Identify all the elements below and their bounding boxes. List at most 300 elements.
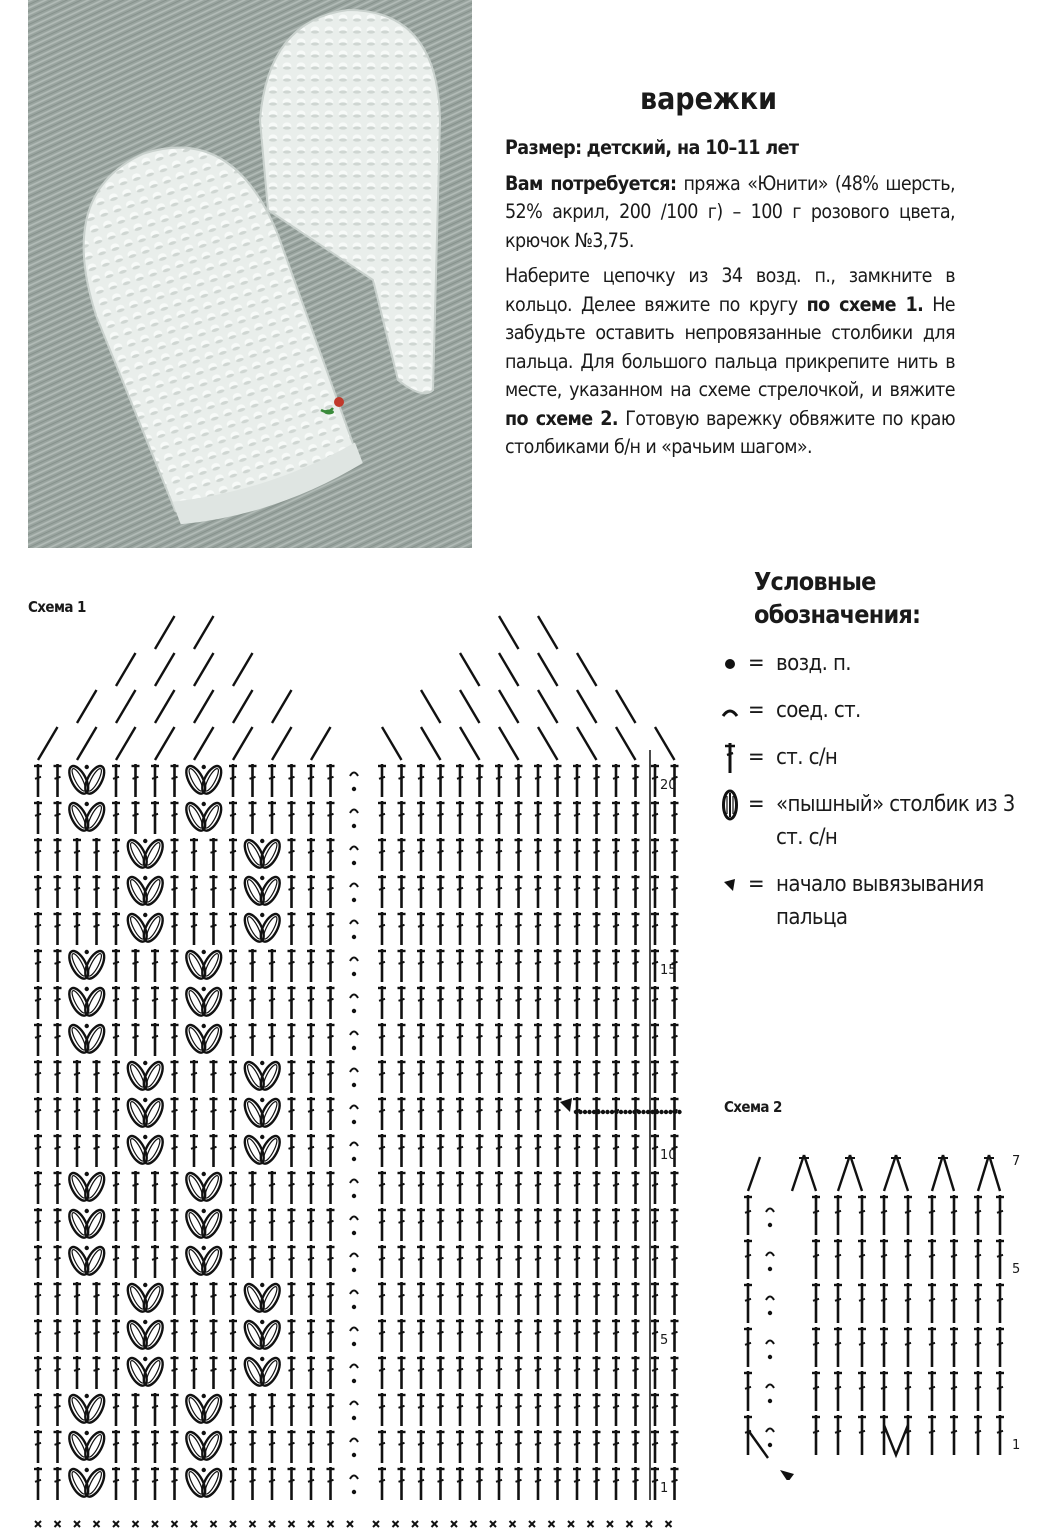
double-crochet-stitch xyxy=(651,801,659,834)
double-crochet-stitch xyxy=(437,801,445,834)
decrease-stitch xyxy=(194,690,214,723)
double-crochet-stitch xyxy=(54,1393,62,1426)
puff-stitch-pair xyxy=(65,948,108,981)
double-crochet-stitch xyxy=(229,1097,237,1130)
double-crochet-stitch xyxy=(904,1283,912,1323)
puff-stitch-pair xyxy=(182,1244,225,1277)
slip-stitch-arc xyxy=(766,1209,774,1213)
slip-stitch-arc xyxy=(350,1365,358,1369)
double-crochet-stitch xyxy=(249,1430,257,1463)
double-crochet-stitch xyxy=(495,1393,503,1426)
schema-2-diagram xyxy=(730,1140,1030,1480)
double-crochet-stitch xyxy=(398,1245,406,1278)
double-crochet-stitch xyxy=(417,1430,425,1463)
double-crochet-stitch xyxy=(54,949,62,982)
single-crochet-x xyxy=(191,1521,197,1527)
double-crochet-stitch xyxy=(437,1134,445,1167)
slip-stitch-arc-icon xyxy=(712,694,748,727)
double-crochet-stitch xyxy=(593,1467,601,1500)
double-crochet-stitch xyxy=(112,1097,120,1130)
puff-stitch-pair xyxy=(65,1022,108,1055)
double-crochet-stitch xyxy=(632,949,640,982)
double-crochet-stitch xyxy=(534,764,542,797)
double-crochet-stitch xyxy=(171,1023,179,1056)
double-crochet-stitch xyxy=(515,1467,523,1500)
double-crochet-stitch xyxy=(495,949,503,982)
double-crochet-stitch xyxy=(378,912,386,945)
double-crochet-stitch xyxy=(573,1319,581,1352)
double-crochet-stitch xyxy=(495,1430,503,1463)
double-crochet-stitch xyxy=(288,875,296,908)
chain-stitch-dot xyxy=(352,1046,356,1050)
double-crochet-stitch xyxy=(632,764,640,797)
double-crochet-stitch xyxy=(515,986,523,1019)
double-crochet-stitch xyxy=(632,875,640,908)
double-crochet-stitch xyxy=(554,1023,562,1056)
double-crochet-stitch xyxy=(112,1245,120,1278)
chain-stitch-dot xyxy=(668,1110,672,1114)
double-crochet-stitch xyxy=(573,801,581,834)
double-crochet-stitch xyxy=(534,838,542,871)
puff-stitch-pair xyxy=(65,763,108,796)
double-crochet-stitch xyxy=(112,875,120,908)
double-crochet-stitch xyxy=(632,1282,640,1315)
decrease-stitch xyxy=(155,690,175,723)
double-crochet-stitch xyxy=(398,764,406,797)
double-crochet-stitch xyxy=(112,1467,120,1500)
increase-stitch xyxy=(884,1425,908,1455)
chain-stitch-dot xyxy=(352,824,356,828)
double-crochet-stitch xyxy=(744,1327,752,1367)
double-crochet-stitch xyxy=(398,1134,406,1167)
legend-equals: = xyxy=(748,872,764,897)
double-crochet-stitch xyxy=(573,1134,581,1167)
double-crochet-stitch xyxy=(651,875,659,908)
chain-stitch-dot xyxy=(601,1110,605,1114)
double-crochet-stitch xyxy=(437,986,445,1019)
thumb-start-arrow xyxy=(780,1470,794,1480)
decrease-stitch xyxy=(932,1155,943,1191)
double-crochet-stitch xyxy=(73,1319,81,1352)
double-crochet-stitch xyxy=(112,1356,120,1389)
double-crochet-stitch xyxy=(132,801,140,834)
double-crochet-stitch xyxy=(671,1393,679,1426)
double-crochet-stitch xyxy=(54,1467,62,1500)
double-crochet-stitch xyxy=(495,875,503,908)
double-crochet-stitch xyxy=(495,1134,503,1167)
double-crochet-stitch xyxy=(54,1319,62,1352)
double-crochet-stitch xyxy=(210,1356,218,1389)
double-crochet-stitch xyxy=(229,1356,237,1389)
size-line xyxy=(505,134,955,163)
legend-equals: = xyxy=(748,792,764,817)
double-crochet-stitch xyxy=(573,1060,581,1093)
double-crochet-stitch xyxy=(288,1319,296,1352)
double-crochet-stitch xyxy=(593,1356,601,1389)
double-crochet-stitch xyxy=(288,1356,296,1389)
double-crochet-stitch xyxy=(554,1393,562,1426)
double-crochet-stitch xyxy=(928,1327,936,1367)
decrease-stitch xyxy=(499,690,519,723)
single-crochet-x xyxy=(588,1521,594,1527)
decrease-stitch xyxy=(233,653,253,686)
double-crochet-stitch xyxy=(268,1208,276,1241)
single-crochet-x xyxy=(568,1521,574,1527)
double-crochet-stitch xyxy=(632,838,640,871)
double-crochet-stitch xyxy=(112,1208,120,1241)
double-crochet-stitch xyxy=(307,1393,315,1426)
decrease-stitch xyxy=(616,727,636,760)
double-crochet-stitch xyxy=(171,1245,179,1278)
double-crochet-stitch xyxy=(534,1467,542,1500)
double-crochet-stitch xyxy=(288,764,296,797)
decrease-stitch xyxy=(538,653,558,686)
materials-value: пряжа «Юнити» (48% шерсть, 52% акрил, 200 /100 г) – 100 г розового цвета, крючок №3,75. xyxy=(505,171,955,252)
single-crochet-x xyxy=(607,1521,613,1527)
double-crochet-stitch xyxy=(417,1171,425,1204)
double-crochet-stitch xyxy=(858,1195,866,1235)
double-crochet-stitch xyxy=(398,1467,406,1500)
double-crochet-stitch xyxy=(534,949,542,982)
legend-item xyxy=(712,741,1032,774)
double-crochet-stitch xyxy=(307,1430,315,1463)
double-crochet-stitch xyxy=(398,949,406,982)
double-crochet-stitch xyxy=(593,1430,601,1463)
double-crochet-stitch xyxy=(593,1023,601,1056)
double-crochet-stitch xyxy=(554,875,562,908)
chain-stitch-dot xyxy=(641,1110,645,1114)
double-crochet-stitch xyxy=(307,1097,315,1130)
double-crochet-stitch xyxy=(288,912,296,945)
single-crochet-x xyxy=(289,1521,295,1527)
double-crochet-stitch xyxy=(327,1245,335,1278)
slip-stitch-arc xyxy=(350,995,358,999)
double-crochet-stitch xyxy=(651,764,659,797)
single-crochet-x xyxy=(74,1521,80,1527)
double-crochet-stitch xyxy=(456,1430,464,1463)
double-crochet-stitch xyxy=(288,1245,296,1278)
double-crochet-stitch xyxy=(495,912,503,945)
double-crochet-stitch xyxy=(534,1319,542,1352)
double-crochet-stitch xyxy=(573,1171,581,1204)
double-crochet-stitch xyxy=(632,986,640,1019)
double-crochet-stitch xyxy=(112,1060,120,1093)
decrease-stitch xyxy=(460,690,480,723)
double-crochet-stitch xyxy=(880,1371,888,1411)
double-crochet-stitch xyxy=(904,1195,912,1235)
double-crochet-stitch xyxy=(54,1171,62,1204)
double-crochet-stitch xyxy=(651,1171,659,1204)
single-crochet-x xyxy=(666,1521,672,1527)
single-crochet-x xyxy=(230,1521,236,1527)
double-crochet-stitch xyxy=(378,1171,386,1204)
chain-stitch-dot xyxy=(673,1110,677,1114)
double-crochet-stitch xyxy=(593,1134,601,1167)
double-crochet-stitch xyxy=(417,1393,425,1426)
double-crochet-stitch xyxy=(398,1060,406,1093)
chain-stitch-dot xyxy=(352,1379,356,1383)
double-crochet-stitch xyxy=(456,1060,464,1093)
decrease-stitch xyxy=(616,690,636,723)
double-crochet-stitch xyxy=(112,1393,120,1426)
double-crochet-stitch xyxy=(612,1282,620,1315)
double-crochet-stitch xyxy=(437,1097,445,1130)
chain-stitch-dot xyxy=(768,1311,772,1315)
double-crochet-stitch xyxy=(554,1171,562,1204)
double-crochet-stitch xyxy=(73,1356,81,1389)
double-crochet-stitch xyxy=(515,1319,523,1352)
instructions-text-1: Наберите цепочку из 34 возд. п., замкните в кольцо. Делее вяжите по кругу xyxy=(505,264,955,316)
decrease-stitch xyxy=(538,616,558,649)
double-crochet-stitch xyxy=(132,1171,140,1204)
double-crochet-stitch xyxy=(268,764,276,797)
double-crochet-stitch xyxy=(812,1283,820,1323)
decrease-stitch xyxy=(978,1155,989,1191)
double-crochet-stitch xyxy=(288,1467,296,1500)
double-crochet-stitch xyxy=(307,1245,315,1278)
double-crochet-stitch xyxy=(554,1208,562,1241)
double-crochet-stitch xyxy=(112,912,120,945)
double-crochet-stitch xyxy=(554,949,562,982)
single-crochet-x xyxy=(55,1521,61,1527)
double-crochet-stitch xyxy=(171,875,179,908)
double-crochet-stitch xyxy=(132,1393,140,1426)
double-crochet-stitch xyxy=(307,875,315,908)
puff-stitch-pair xyxy=(241,1318,284,1351)
double-crochet-stitch xyxy=(34,1097,42,1130)
double-crochet-stitch xyxy=(398,1430,406,1463)
double-crochet-stitch xyxy=(54,764,62,797)
puff-stitch-pair xyxy=(65,1244,108,1277)
double-crochet-stitch xyxy=(834,1239,842,1279)
double-crochet-stitch xyxy=(132,986,140,1019)
decrease-stitch xyxy=(233,690,253,723)
chain-stitch-dot xyxy=(352,1453,356,1457)
double-crochet-stitch xyxy=(229,1393,237,1426)
double-crochet-stitch xyxy=(495,1282,503,1315)
puff-stitch-pair xyxy=(241,1133,284,1166)
double-crochet-stitch xyxy=(593,764,601,797)
chain-stitch-dot xyxy=(768,1399,772,1403)
double-crochet-stitch xyxy=(210,1060,218,1093)
decrease-stitch xyxy=(989,1155,1000,1191)
double-crochet-stitch xyxy=(327,875,335,908)
double-crochet-stitch xyxy=(612,1393,620,1426)
double-crochet-stitch xyxy=(612,1467,620,1500)
double-crochet-stitch xyxy=(171,1171,179,1204)
decrease-stitch xyxy=(838,1155,850,1191)
double-crochet-stitch xyxy=(112,986,120,1019)
double-crochet-stitch xyxy=(210,1134,218,1167)
double-crochet-stitch xyxy=(437,1208,445,1241)
double-crochet-stitch xyxy=(593,875,601,908)
double-crochet-stitch xyxy=(632,1356,640,1389)
double-crochet-stitch xyxy=(593,838,601,871)
double-crochet-stitch xyxy=(495,1097,503,1130)
double-crochet-stitch xyxy=(573,1023,581,1056)
double-crochet-stitch xyxy=(327,1356,335,1389)
double-crochet-stitch xyxy=(515,912,523,945)
double-crochet-stitch xyxy=(534,801,542,834)
chain-stitch-dot xyxy=(677,1110,681,1114)
double-crochet-stitch xyxy=(573,1245,581,1278)
double-crochet-stitch xyxy=(974,1195,982,1235)
double-crochet-stitch xyxy=(190,875,198,908)
chain-stitch-dot xyxy=(664,1110,668,1114)
double-crochet-stitch xyxy=(288,986,296,1019)
double-crochet-stitch xyxy=(651,1023,659,1056)
decrease-stitch xyxy=(155,727,175,760)
decrease-stitch xyxy=(538,727,558,760)
chain-stitch-dot xyxy=(592,1110,596,1114)
single-crochet-x xyxy=(133,1521,139,1527)
legend-text: «пышный» столбик из 3 ст. с/н xyxy=(776,792,1015,850)
double-crochet-stitch xyxy=(476,1097,484,1130)
double-crochet-stitch xyxy=(327,1467,335,1500)
double-crochet-stitch xyxy=(456,1171,464,1204)
double-crochet-stitch xyxy=(249,1171,257,1204)
double-crochet-stitch xyxy=(34,1171,42,1204)
double-crochet-stitch xyxy=(437,1319,445,1352)
double-crochet-stitch xyxy=(93,1356,101,1389)
double-crochet-stitch xyxy=(573,1393,581,1426)
double-crochet-stitch xyxy=(268,1467,276,1500)
legend-equals: = xyxy=(748,698,764,723)
double-crochet-stitch xyxy=(515,1245,523,1278)
double-crochet-stitch xyxy=(151,1393,159,1426)
double-crochet-stitch xyxy=(171,838,179,871)
double-crochet-stitch xyxy=(327,1208,335,1241)
double-crochet-stitch xyxy=(73,1282,81,1315)
double-crochet-stitch xyxy=(456,912,464,945)
double-crochet-stitch xyxy=(593,986,601,1019)
double-crochet-stitch xyxy=(229,801,237,834)
double-crochet-stitch xyxy=(437,1171,445,1204)
chain-stitch-dot xyxy=(352,787,356,791)
double-crochet-stitch xyxy=(398,1208,406,1241)
double-crochet-stitch xyxy=(151,1430,159,1463)
double-crochet-stitch xyxy=(744,1239,752,1279)
article-title: варежки xyxy=(640,82,778,117)
double-crochet-stitch xyxy=(73,875,81,908)
double-crochet-stitch xyxy=(73,1060,81,1093)
double-crochet-stitch xyxy=(249,801,257,834)
puff-stitch-pair xyxy=(241,911,284,944)
puff-stitch-pair xyxy=(241,1059,284,1092)
double-crochet-stitch xyxy=(671,986,679,1019)
double-crochet-stitch xyxy=(378,1097,386,1130)
double-crochet-stitch xyxy=(34,1208,42,1241)
double-crochet-stitch xyxy=(593,1393,601,1426)
double-crochet-stitch xyxy=(288,838,296,871)
double-crochet-stitch xyxy=(398,1097,406,1130)
double-crochet-stitch xyxy=(249,764,257,797)
double-crochet-stitch xyxy=(288,1134,296,1167)
double-crochet-stitch xyxy=(307,1467,315,1500)
double-crochet-stitch xyxy=(417,1023,425,1056)
double-crochet-stitch xyxy=(554,1060,562,1093)
double-crochet-stitch xyxy=(456,875,464,908)
double-crochet-stitch xyxy=(307,949,315,982)
double-crochet-stitch xyxy=(437,1245,445,1278)
double-crochet-stitch xyxy=(812,1415,820,1455)
double-crochet-stitch xyxy=(54,875,62,908)
double-crochet-stitch xyxy=(288,1393,296,1426)
double-crochet-stitch xyxy=(651,986,659,1019)
double-crochet-stitch xyxy=(632,1134,640,1167)
double-crochet-stitch xyxy=(456,838,464,871)
puff-stitch-pair xyxy=(182,985,225,1018)
double-crochet-stitch xyxy=(398,801,406,834)
double-crochet-stitch xyxy=(171,1208,179,1241)
double-crochet-stitch xyxy=(554,986,562,1019)
double-crochet-stitch xyxy=(34,1393,42,1426)
chain-stitch-dot xyxy=(352,1083,356,1087)
double-crochet-stitch xyxy=(210,1097,218,1130)
double-crochet-stitch xyxy=(573,949,581,982)
double-crochet-stitch xyxy=(132,1023,140,1056)
double-crochet-stitch xyxy=(834,1415,842,1455)
double-crochet-stitch xyxy=(476,986,484,1019)
double-crochet-stitch xyxy=(928,1371,936,1411)
single-crochet-x xyxy=(451,1521,457,1527)
slip-stitch-arc xyxy=(350,1106,358,1110)
double-crochet-stitch xyxy=(171,949,179,982)
double-crochet-stitch xyxy=(34,1245,42,1278)
corner-stitch xyxy=(748,1430,768,1458)
double-crochet-stitch xyxy=(476,1134,484,1167)
double-crochet-stitch xyxy=(456,764,464,797)
double-crochet-stitch xyxy=(288,949,296,982)
double-crochet-stitch xyxy=(744,1371,752,1411)
double-crochet-stitch xyxy=(573,1430,581,1463)
double-crochet-stitch xyxy=(417,801,425,834)
double-crochet-stitch xyxy=(515,1171,523,1204)
double-crochet-stitch xyxy=(515,764,523,797)
double-crochet-stitch xyxy=(476,1023,484,1056)
slip-stitch-arc xyxy=(350,958,358,962)
double-crochet-stitch xyxy=(54,1060,62,1093)
double-crochet-stitch xyxy=(612,764,620,797)
double-crochet-stitch xyxy=(378,1356,386,1389)
double-crochet-stitch xyxy=(671,838,679,871)
decrease-stitch xyxy=(460,653,480,686)
double-crochet-stitch xyxy=(534,1356,542,1389)
puff-stitch-icon xyxy=(712,788,748,821)
slip-stitch-arc xyxy=(350,921,358,925)
puff-stitch-pair xyxy=(65,1429,108,1462)
puff-stitch-pair xyxy=(182,800,225,833)
double-crochet-stitch xyxy=(307,1208,315,1241)
double-crochet-stitch xyxy=(554,1356,562,1389)
double-crochet-stitch xyxy=(417,1282,425,1315)
double-crochet-stitch xyxy=(632,1430,640,1463)
thumb-start-arrow xyxy=(560,1098,572,1112)
double-crochet-stitch xyxy=(417,1245,425,1278)
double-crochet-stitch xyxy=(593,1282,601,1315)
double-crochet-stitch xyxy=(671,1356,679,1389)
puff-stitch-pair xyxy=(124,911,167,944)
double-crochet-stitch xyxy=(307,1319,315,1352)
instructions-text-2: Не забудьте оставить непровязанные столбики для пальца. Для большого пальца прикрепите нить в месте, указанном на схеме стрелочкой, и вяжите xyxy=(505,292,955,401)
chain-stitch-dot xyxy=(614,1110,618,1114)
double-crochet-stitch xyxy=(612,838,620,871)
row-number-label: 5 xyxy=(1012,1262,1021,1277)
double-crochet-stitch xyxy=(171,1134,179,1167)
double-crochet-stitch xyxy=(190,1356,198,1389)
slip-stitch-arc xyxy=(350,1476,358,1480)
size-value: детский, на 10–11 лет xyxy=(586,136,799,159)
